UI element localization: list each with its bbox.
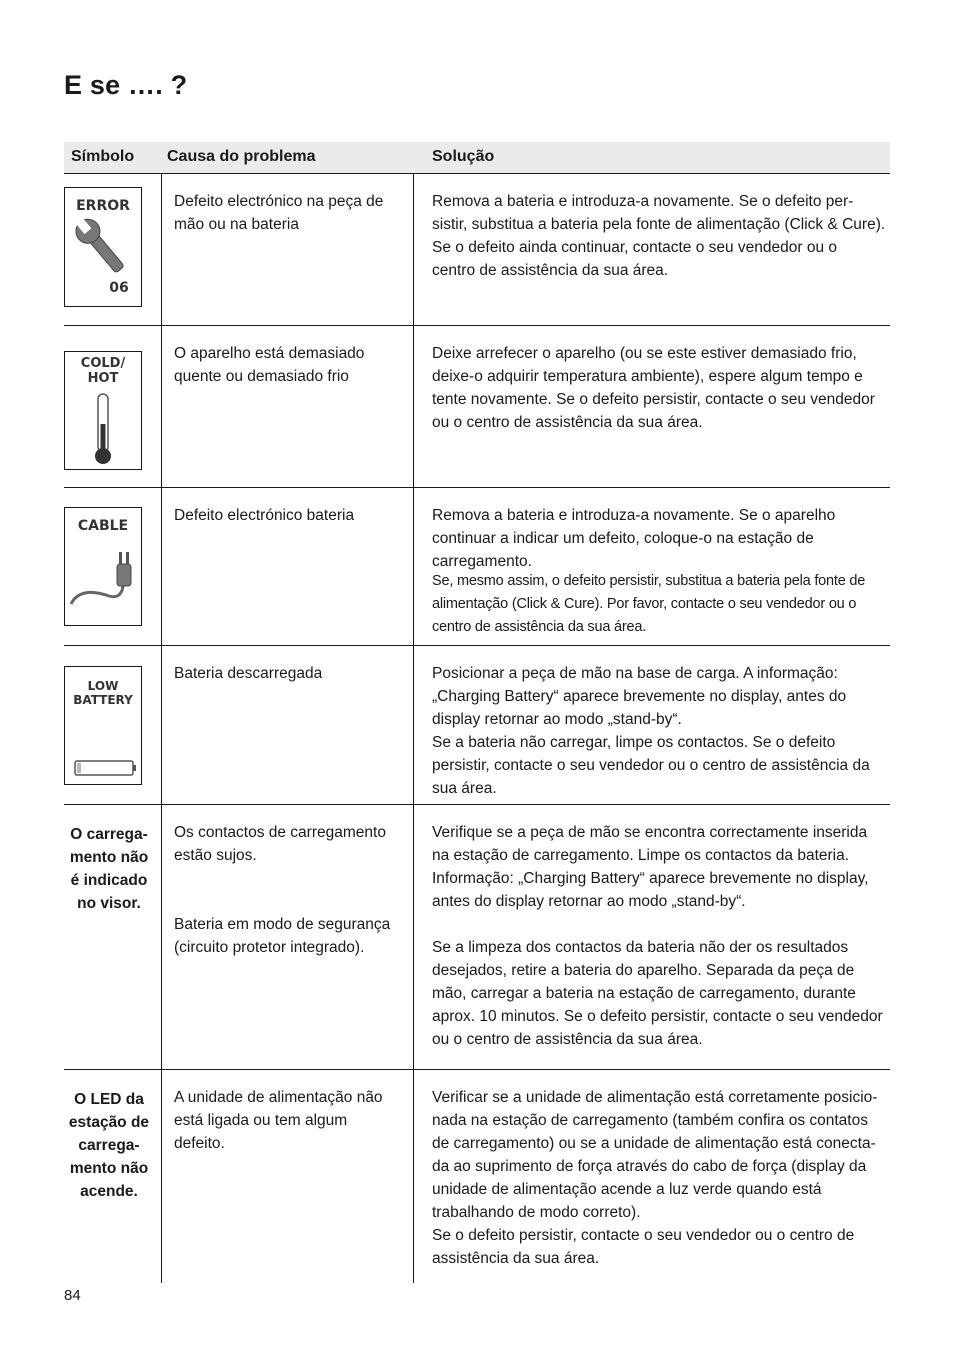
icon-label: COLD/ HOT bbox=[80, 356, 126, 386]
table-row-led-off bbox=[64, 1070, 890, 1283]
table-row-error bbox=[64, 174, 890, 326]
cause-cell bbox=[161, 646, 414, 804]
solution-text: Verifique se a peça de mão se encontra correctamente inserida na estação de carregamento. Limpe os contactos da bateria. Informação: „Charging Battery“ aparece brevemente no display, antes do display retornar ao modo „stand-by“. Se a limpeza dos contactos da bateria não der os resultados desejados, retire a bateria do aparelho. Separada da peça de mão, carregar a bateria na estação de carregamento, durante aprox. 10 minutos. Se o defeito persistir, contacte o seu vendedor ou o centro de assistência da sua área. bbox=[432, 824, 883, 1048]
solution-cell bbox=[413, 1070, 891, 1283]
solution-note: Se, mesmo assim, o defeito persistir, substitua a bateria pela fonte de alimentação (Click & Cure). Por favor, contacte o seu vendedor ou o centro de assistência da sua área. bbox=[432, 573, 866, 635]
table-row-low-battery bbox=[64, 646, 890, 805]
icon-label: CABLE bbox=[77, 518, 129, 534]
solution-text: Deixe arrefecer o aparelho (ou se este estiver demasiado frio, deixe-o adquirir temperatura ambiente), espere algum tempo e tente novamente. Se o defeito persistir, contacte o seu vendedor ou o centro de assistência da sua área. bbox=[432, 345, 875, 431]
solution-cell bbox=[413, 174, 891, 325]
solution-cell bbox=[413, 488, 891, 645]
cause-text: Defeito electrónico bateria bbox=[174, 507, 355, 524]
cause-cell bbox=[161, 174, 414, 325]
symbol-cell bbox=[64, 646, 161, 804]
low-battery-icon bbox=[64, 666, 142, 785]
icon-label: LOW BATTERY bbox=[73, 679, 133, 707]
error-wrench-icon bbox=[64, 187, 142, 307]
solution-cell bbox=[413, 646, 891, 804]
cable-plug-icon bbox=[64, 507, 142, 626]
symbol-cell bbox=[64, 326, 161, 487]
symbol-cell bbox=[64, 174, 161, 325]
symbol-text: O LED da estação de carrega- mento não acende. bbox=[68, 1091, 150, 1200]
cause-cell bbox=[161, 805, 414, 1069]
solution-cell bbox=[413, 805, 891, 1069]
icon-code: 06 bbox=[109, 280, 129, 296]
page-title: E se …. ? bbox=[64, 70, 188, 100]
solution-cell bbox=[413, 326, 891, 487]
cause-text: Bateria descarregada bbox=[174, 665, 323, 682]
icon-label: ERROR bbox=[76, 198, 130, 214]
cause-text: A unidade de alimentação não está ligada ou tem algum defeito. bbox=[174, 1089, 383, 1152]
header-symbol: Símbolo bbox=[71, 148, 135, 165]
table-row-cable bbox=[64, 488, 890, 646]
symbol-text: O carrega- mento não é indicado no visor. bbox=[69, 826, 149, 912]
table-header bbox=[64, 142, 890, 174]
symbol-cell bbox=[64, 805, 161, 1069]
solution-text: Posicionar a peça de mão na base de carga. A informação: „Charging Battery“ aparece brevemente no display, antes do display retornar ao modo „stand-by“. Se a bateria não carregar, limpe os contactos. Se o defeito persistir, contacte o seu vendedor ou o centro de assistência da sua área. bbox=[432, 665, 870, 797]
solution-text: Remova a bateria e introduza-a novamente. Se o defeito per- sistir, substitua a bateria pela fonte de alimentação (Click & Cure). Se o defeito ainda continuar, contacte o seu vendedor ou o centro de assistência da sua área. bbox=[432, 193, 886, 279]
symbol-cell bbox=[64, 1070, 161, 1283]
header-cause: Causa do problema bbox=[167, 148, 316, 165]
solution-text: Remova a bateria e introduza-a novamente. Se o aparelho continuar a indicar um defeito, coloque-o na estação de carregamento. bbox=[432, 507, 836, 570]
cause-cell bbox=[161, 326, 414, 487]
cause-cell bbox=[161, 488, 414, 645]
table-row-temperature bbox=[64, 326, 890, 488]
thermometer-icon bbox=[64, 351, 142, 470]
cause-cell bbox=[161, 1070, 414, 1283]
solution-text: Verificar se a unidade de alimentação está corretamente posicio- nada na estação de carregamento (também confira os contatos de carregamento) ou se a unidade de alimentação está conecta- da ao suprimento de força através do cabo de força (display da unidade de alimentação acende a luz verde quando está trabalhando de modo correto). Se o defeito persistir, contacte o seu vendedor ou o centro de assistência da sua área. bbox=[432, 1089, 878, 1267]
cause-text: Os contactos de carregamento estão sujos. Bateria em modo de segurança (circuito protetor integrado). bbox=[174, 824, 391, 956]
page-number: 84 bbox=[64, 1287, 81, 1304]
cause-text: Defeito electrónico na peça de mão ou na bateria bbox=[174, 193, 384, 233]
symbol-cell bbox=[64, 488, 161, 645]
header-solution: Solução bbox=[432, 148, 495, 165]
cause-text: O aparelho está demasiado quente ou demasiado frio bbox=[174, 345, 365, 385]
table-row-charging-not-shown bbox=[64, 805, 890, 1070]
